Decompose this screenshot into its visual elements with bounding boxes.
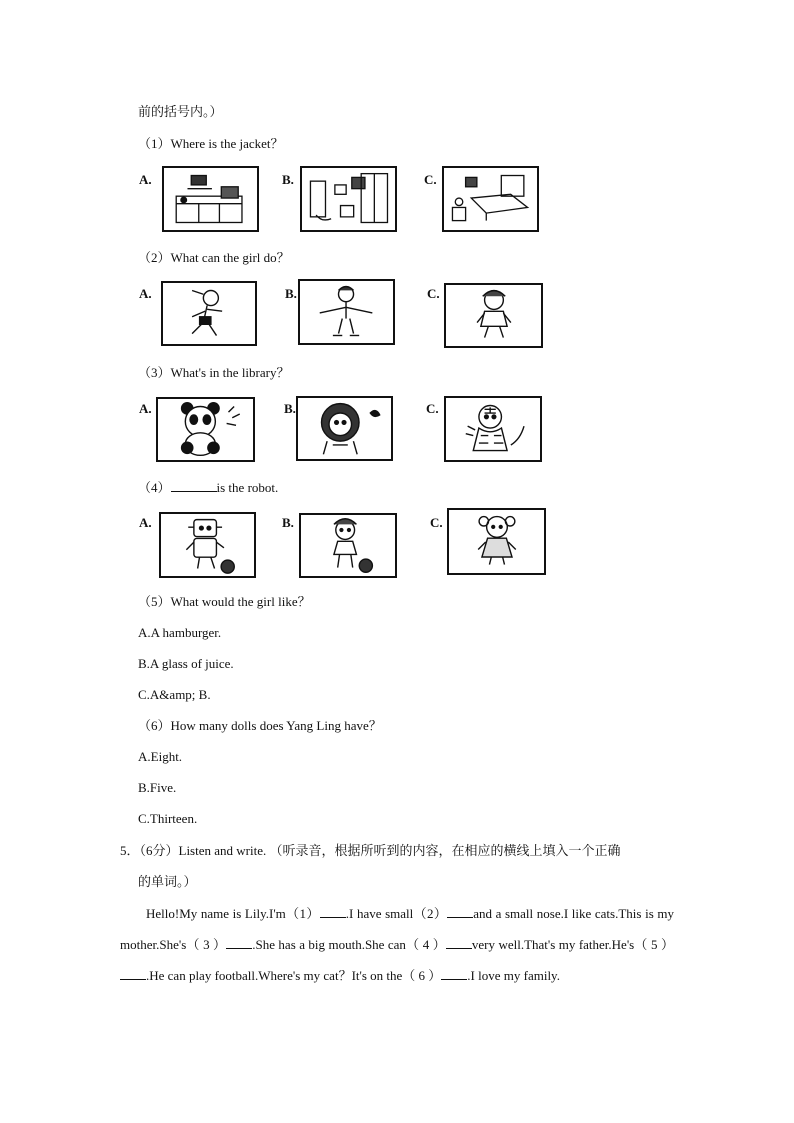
choice-c[interactable]: C.Thirteen. [138,811,198,826]
blank-3[interactable] [226,936,252,949]
question-text: What can the girl do？ [170,250,290,265]
question-3 [138,365,289,381]
bathroom-picture[interactable] [300,166,397,232]
option-c-label: C. [430,515,443,530]
question-text: What would the girl like？ [170,594,311,609]
answer-blank[interactable] [171,479,217,492]
choice-b[interactable]: B.A glass of juice. [138,656,234,671]
blank-5[interactable] [120,967,146,980]
question-text: is the robot. [216,480,279,495]
choice-c[interactable]: C.A&amp; B. [138,687,211,702]
intro-tail: 前的括号内。） [138,104,223,119]
choice-a[interactable]: A.Eight. [138,749,183,764]
option-c-label: C. [427,286,440,301]
question-5 [138,594,311,610]
option-b-label: B. [285,286,297,301]
choice-a[interactable]: A.A hamburger. [138,625,222,640]
listening-passage: Hello!My name is Lily.I'm（1） .I have small（2） and a small nose.I like cats.This is my mother.She's（ 3 ） .She has a big mouth.She can（ 4 ） very well.That's my father.He's（ 5 ）.He can play football.Where's my cat？It's on the（ 6 ） .I love my family. [120,906,675,983]
girl-running-picture[interactable] [161,281,257,346]
question-number: （4） [138,480,171,495]
option-b-label: B. [284,401,296,416]
blank-6[interactable] [441,967,467,980]
kitchen-picture[interactable] [162,166,259,232]
blank-1[interactable] [320,905,346,918]
lion-picture[interactable] [296,396,393,461]
option-a-label: A. [139,172,152,187]
question-number: （2） [138,250,171,265]
option-c-label: C. [426,401,439,416]
option-c-label: C. [424,172,437,187]
question-number: （1） [138,136,171,151]
girl-with-ball-picture[interactable] [299,513,397,578]
girl-doll-picture[interactable] [447,508,546,575]
option-a-label: A. [139,286,152,301]
question-number: （3） [138,365,171,380]
panda-picture[interactable] [156,397,255,462]
section-5-heading-cont: 的单词。） [138,874,197,889]
blank-2[interactable] [447,905,473,918]
tiger-picture[interactable] [444,396,542,462]
question-number: （6） [138,718,171,733]
question-1 [138,136,284,152]
section-5-heading: 5．（6分）Listen and write. （听录音，根据所听到的内容，在相应的横线上填入一个正确 [120,843,621,858]
choice-b[interactable]: B.Five. [138,780,177,795]
question-2 [138,250,290,266]
bedroom-picture[interactable] [442,166,539,232]
question-4 [138,479,278,496]
girl-skating-picture[interactable] [298,279,395,345]
option-a-label: A. [139,401,152,416]
blank-4[interactable] [446,936,472,949]
question-number: （5） [138,594,171,609]
option-a-label: A. [139,515,152,530]
question-text: How many dolls does Yang Ling have？ [170,718,382,733]
question-text: What's in the library？ [170,365,290,380]
girl-standing-picture[interactable] [444,283,543,348]
question-6 [138,718,382,734]
option-b-label: B. [282,172,294,187]
robot-with-ball-picture[interactable] [159,512,256,578]
option-b-label: B. [282,515,294,530]
question-text: Where is the jacket？ [170,136,284,151]
